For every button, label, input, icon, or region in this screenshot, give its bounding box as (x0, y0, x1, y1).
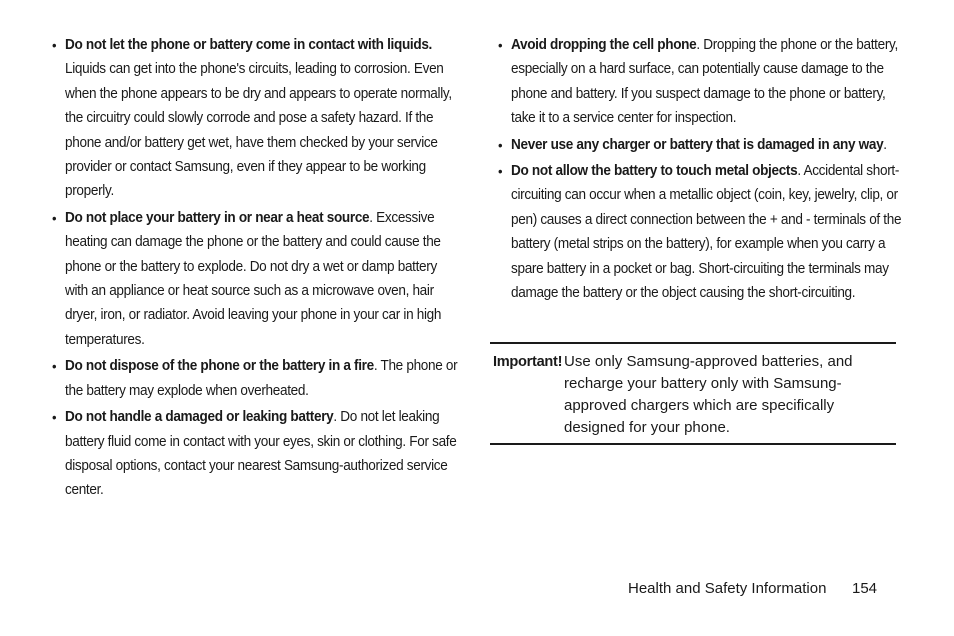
important-label: Important! (493, 354, 563, 370)
bullet-heading: Do not dispose of the phone or the battery in a fire (65, 358, 374, 375)
bullet-heading: Do not handle a damaged or leaking battery (65, 409, 334, 426)
bullet-dropping (498, 33, 913, 131)
bullet-damaged-battery (52, 405, 463, 503)
bullet-body: . Accidental short-circuiting can occur when a metallic object (coin, key, jewelry, clip, or pen) causes a direct connection between the + and - terminals of the battery (metal strips on the battery), for example when you carry a spare battery in a pocket or bag. Short-circuiting the terminals may damage the battery or the object causing the short-circuiting. (511, 163, 902, 302)
bullet-body: . (883, 136, 887, 153)
bullet-heading: Do not allow the battery to touch metal objects (511, 163, 798, 180)
bullet-body: Liquids can get into the phone's circuits, leading to corrosion. Even when the phone appears to be dry and appears to operate normally, the circuitry could slowly corrode and pose a safety hazard. If the phone and/or battery get wet, have them checked by your service provider or contact Samsung, even if they appear to be working properly. (65, 61, 452, 200)
right-bullet-list (498, 33, 902, 305)
bullet-heading: Avoid dropping the cell phone (511, 37, 697, 53)
bullet-liquids (52, 33, 463, 204)
bullet-heat-source (52, 206, 463, 352)
bullet-fire (52, 354, 463, 403)
bullet-metal-objects (498, 159, 913, 305)
bullet-body: . Do not let leaking battery fluid come in contact with your eyes, skin or clothing. For safe disposal options, contact your nearest Samsung-authorized service center. (65, 409, 457, 499)
bullet-heading: Never use any charger or battery that is damaged in any way (511, 136, 884, 153)
bullet-body: . The phone or the battery may explode when overheated. (65, 358, 458, 399)
left-column (52, 33, 458, 505)
page-number: 154 (852, 580, 878, 597)
important-text: Use only Samsung-approved batteries, and recharge your battery only with Samsung-approved chargers which are specifically designed for your phone. (564, 353, 853, 436)
bullet-damaged-charger (498, 133, 913, 157)
bullet-body: . Dropping the phone or the battery, especially on a hard surface, can potentially cause damage to the phone and battery. If you suspect damage to the phone or battery, take it to a service center for inspection. (511, 37, 898, 127)
footer-section-title: Health and Safety Information (628, 580, 827, 597)
bullet-body: . Excessive heating can damage the phone or the battery and could cause the phone or the battery to explode. Do not dry a wet or damp battery with an appliance or heat source such as a microwave oven, hair dryer, iron, or radiator. Avoid leaving your phone in your car in high temperatures. (65, 209, 442, 348)
bullet-heading: Do not place your battery in or near a heat source (65, 209, 370, 226)
left-bullet-list (52, 33, 458, 503)
bullet-heading: Do not let the phone or battery come in contact with liquids. (65, 37, 433, 53)
important-note (490, 342, 896, 445)
right-column (498, 33, 902, 307)
